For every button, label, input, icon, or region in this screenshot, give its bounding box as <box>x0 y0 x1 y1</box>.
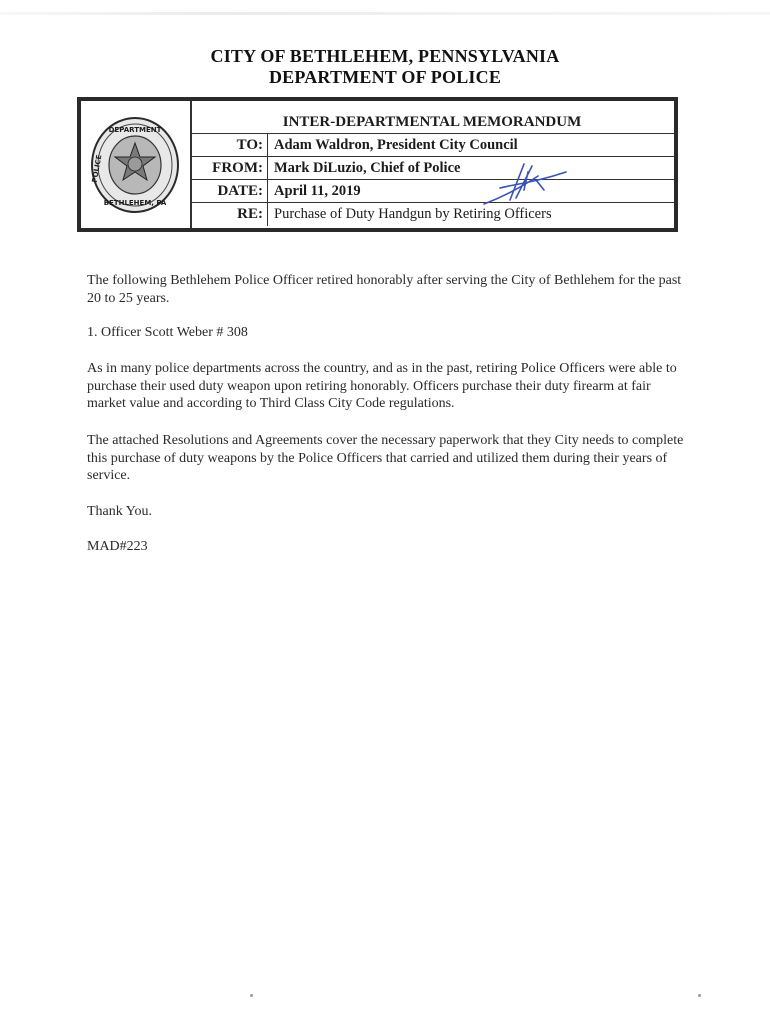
to-row <box>190 134 674 157</box>
scan-speck <box>250 994 253 997</box>
paragraph-2: As in many police departments across the country, and as in the past, retiring Police Officers were able to purchase their used duty weapon upon retiring honorably. Officers purchase their duty firearm at fair market value and according to Third Class City Code regulations. <box>87 361 677 411</box>
from-label: FROM: <box>190 157 268 179</box>
seal-bottom-text: BETHLEHEM, PA <box>103 199 167 207</box>
paragraph-1: The following Bethlehem Police Officer retired honorably after serving the City of Bethlehem for the past 20 to 25 years. <box>87 273 682 306</box>
seal-cell <box>81 101 192 228</box>
from-row <box>190 157 674 180</box>
signature-icon <box>480 160 570 210</box>
police-seal-icon <box>89 115 181 215</box>
re-value: Purchase of Duty Handgun by Retiring Officers <box>274 206 552 222</box>
department-title: DEPARTMENT OF POLICE <box>268 67 502 87</box>
from-value: Mark DiLuzio, Chief of Police <box>274 160 461 176</box>
re-label: RE: <box>190 203 268 226</box>
seal-top-text: DEPARTMENT <box>108 126 162 134</box>
memo-header-box <box>77 97 678 232</box>
seal-left-text: POLICE <box>90 154 104 184</box>
date-value: April 11, 2019 <box>274 183 361 199</box>
city-title: CITY OF BETHLEHEM, PENNSYLVANIA <box>210 46 560 66</box>
paragraph-3: The attached Resolutions and Agreements cover the necessary paperwork that they City needs to complete this purchase of duty weapons by the Police Officers that carried and utilized them during their years of service. <box>87 433 684 483</box>
scan-artifact <box>0 12 770 15</box>
officer-line: 1. Officer Scott Weber # 308 <box>87 325 248 340</box>
re-row <box>190 203 674 226</box>
closing-line: Thank You. <box>87 504 152 519</box>
date-row <box>190 180 674 203</box>
to-label: TO: <box>190 134 268 156</box>
date-label: DATE: <box>190 180 268 202</box>
memo-heading: INTER-DEPARTMENTAL MEMORANDUM <box>190 111 674 134</box>
reference-code: MAD#223 <box>87 539 148 554</box>
scan-speck <box>698 994 701 997</box>
to-value: Adam Waldron, President City Council <box>274 137 518 153</box>
